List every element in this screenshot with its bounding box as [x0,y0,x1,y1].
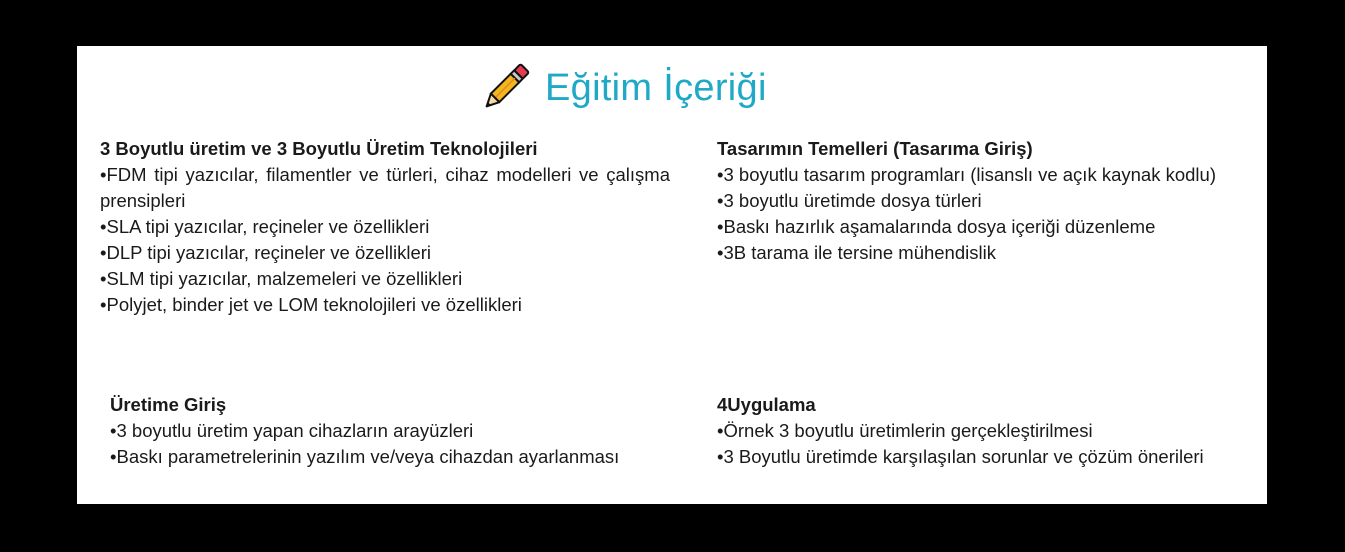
list-item: •3 boyutlu üretimde dosya türleri [717,190,982,211]
list-item: •SLM tipi yazıcılar, malzemeleri ve özellikleri [100,268,463,289]
section-heading: 4Uygulama [717,394,816,415]
section-heading: 3 Boyutlu üretim ve 3 Boyutlu Üretim Teknolojileri [100,138,538,159]
title-row [479,60,767,116]
section-application [717,392,1262,470]
section-heading: Üretime Giriş [110,394,227,415]
list-item: •3 boyutlu tasarım programları (lisanslı ve açık kaynak kodlu) [717,164,1216,185]
list-item: •Polyjet, binder jet ve LOM teknolojileri ve özellikleri [100,294,522,315]
pencil-icon [479,62,531,114]
list-item: •FDM tipi yazıcılar, filamentler ve türleri, cihaz modelleri ve çalışma prensipleri [100,164,670,211]
list-item: •DLP tipi yazıcılar, reçineler ve özellikleri [100,242,432,263]
slide [77,46,1267,504]
list-item: •3 Boyutlu üretimde karşılaşılan sorunlar ve çözüm önerileri [717,446,1204,467]
list-item: •3 boyutlu üretim yapan cihazların arayüzleri [110,420,474,441]
page-title: Eğitim İçeriği [545,66,767,109]
list-item: •3B tarama ile tersine mühendislik [717,242,996,263]
list-item: •Baskı parametrelerinin yazılım ve/veya cihazdan ayarlanması [110,446,620,467]
list-item: •Örnek 3 boyutlu üretimlerin gerçekleştirilmesi [717,420,1093,441]
list-item: •SLA tipi yazıcılar, reçineler ve özellikleri [100,216,430,237]
section-design-basics [717,136,1262,266]
list-item: •Baskı hazırlık aşamalarında dosya içeriği düzenleme [717,216,1156,237]
section-production-intro [110,392,680,470]
section-3d-production [100,136,670,318]
section-heading: Tasarımın Temelleri (Tasarıma Giriş) [717,138,1033,159]
